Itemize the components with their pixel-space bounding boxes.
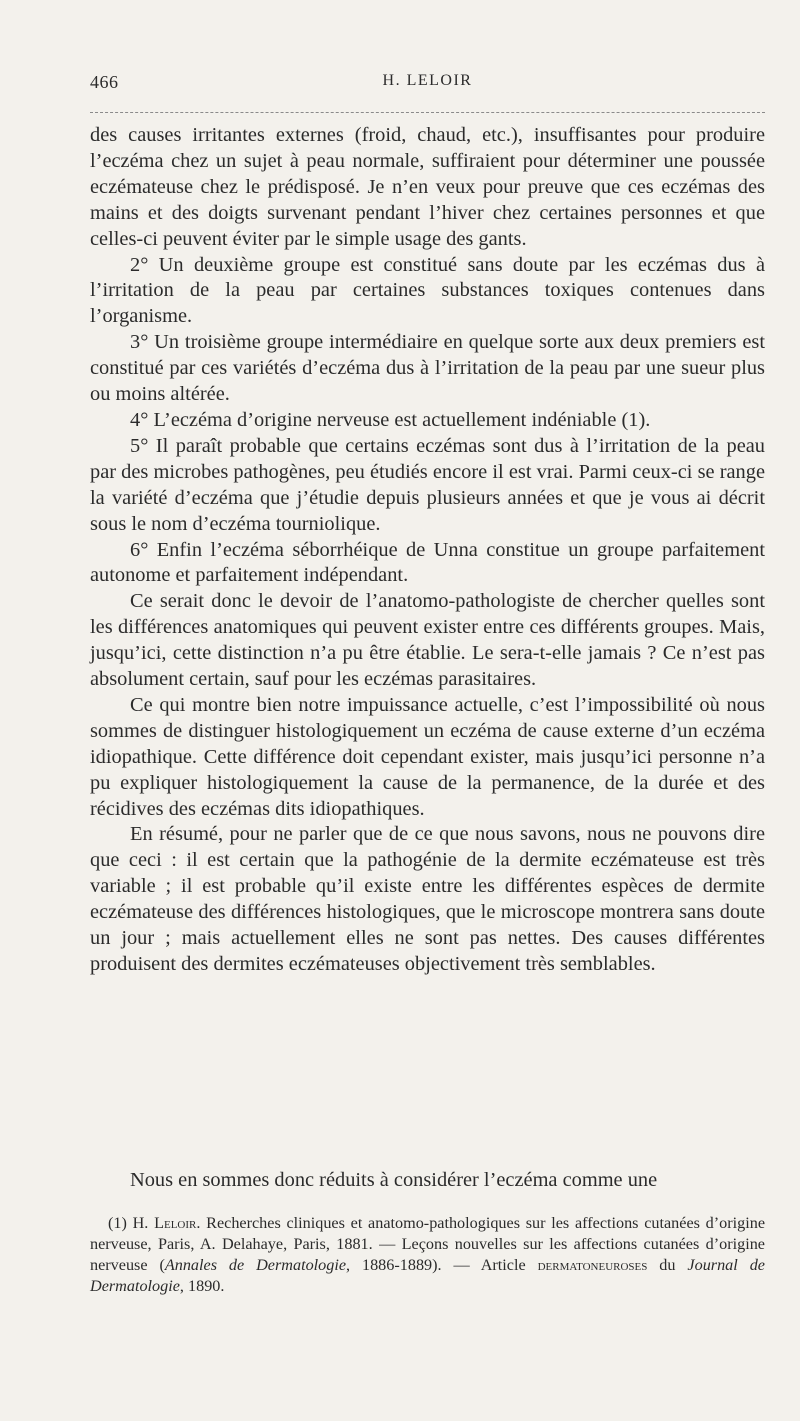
footnote-smallcaps: dermatoneuroses [537, 1256, 648, 1274]
footnote-journal: Annales de Dermatologie [164, 1256, 347, 1274]
paragraph-continued: Nous en sommes donc réduits à considérer l’eczéma comme une [130, 1169, 658, 1191]
header-rule [90, 112, 765, 113]
paragraph: des causes irritantes externes (froid, chaud, etc.), insuffisantes pour produire l’eczéma chez un sujet à peau normale, suffiraient pour déterminer une poussée eczémateuse chez le prédisposé. Je n’en veux pour preuve que ces eczémas des mains et des doigts survenant pendant l’hiver chez certaines personnes et que celles-ci peuvent éviter par le simple usage des gants. [90, 124, 765, 250]
footnote-author: Leloir [154, 1214, 197, 1232]
main-text [90, 123, 765, 978]
paragraph: 5° Il paraît probable que certains eczémas sont dus à l’irritation de la peau par des microbes pathogènes, peu étudiés encore il est vrai. Parmi ceux-ci se range la variété d’eczéma que j’étudie depuis plusieurs années et que je vous ai décrit sous le nom d’eczéma tourniolique. [90, 434, 765, 535]
page-number: 466 [90, 72, 119, 92]
paragraph: Ce serait donc le devoir de l’anatomo-pathologiste de chercher quelles sont les différences anatomiques qui peuvent exister entre ces différents groupes. Mais, jusqu’ici, cette distinction n’a pu être établie. Le sera-t-elle jamais ? Ce n’est pas absolument certain, sauf pour les eczémas parasitaires. [90, 590, 765, 691]
footnote-text: . Recherches cliniques et anatomo-pathologiques sur les affections cutanées d’origine nerveuse, Paris, A. Delahaye, Paris, 1881. — Leçons nouvelles sur les affections cutanées d’origine nerveuse ( [90, 1214, 766, 1274]
paragraph: 6° Enfin l’eczéma séborrhéique de Unna constitue un groupe parfaitement autonome et parfaitement indépendant. [90, 538, 765, 587]
paragraph: 2° Un deuxième groupe est constitué sans doute par les eczémas dus à l’irritation de la peau par certaines substances toxiques contenues dans l’organisme. [90, 253, 765, 328]
footnote-author-initial: H. [132, 1214, 149, 1232]
paragraph: Ce qui montre bien notre impuissance actuelle, c’est l’impossibilité où nous sommes de distinguer histologiquement un eczéma de cause externe d’un eczéma idiopathique. Cette différence doit cependant exister, mais jusqu’ici personne n’a pu expliquer histologiquement la cause de la permanence, de la durée et des récidives des eczémas dits idiopathiques. [90, 693, 765, 820]
paragraph: 3° Un troisième groupe intermédiaire en quelque sorte aux deux premiers est constitué par ces variétés d’eczéma dus à l’irritation de la peau par une sueur plus ou moins altérée. [90, 331, 765, 406]
footnotes [90, 1213, 765, 1297]
paragraph: En résumé, pour ne parler que de ce que nous savons, nous ne pouvons dire que ceci : il est certain que la pathogénie de la dermite eczémateuse est très variable ; il est probable qu’il existe entre les différentes espèces de dermite eczémateuse des différences histologiques, que le microscope montrera sans doute un jour ; mais actuellement elles ne sont pas nettes. Des causes différentes produisent des dermites eczémateuses objectivement très semblables. [90, 823, 765, 975]
footnote-text: du [647, 1256, 688, 1274]
running-head: H. LELOIR [382, 72, 473, 89]
footnote [90, 1213, 765, 1297]
footnote-marker: (1) [108, 1214, 127, 1232]
footnote-journal: Journal de Dermatologie [90, 1256, 765, 1295]
footnote-text: , 1886-1889). — Article [346, 1256, 538, 1274]
paragraph: 4° L’eczéma d’origine nerveuse est actuellement indéniable (1). [130, 408, 651, 431]
footnote-text: , 1890. [179, 1277, 225, 1295]
page-header [90, 72, 765, 96]
